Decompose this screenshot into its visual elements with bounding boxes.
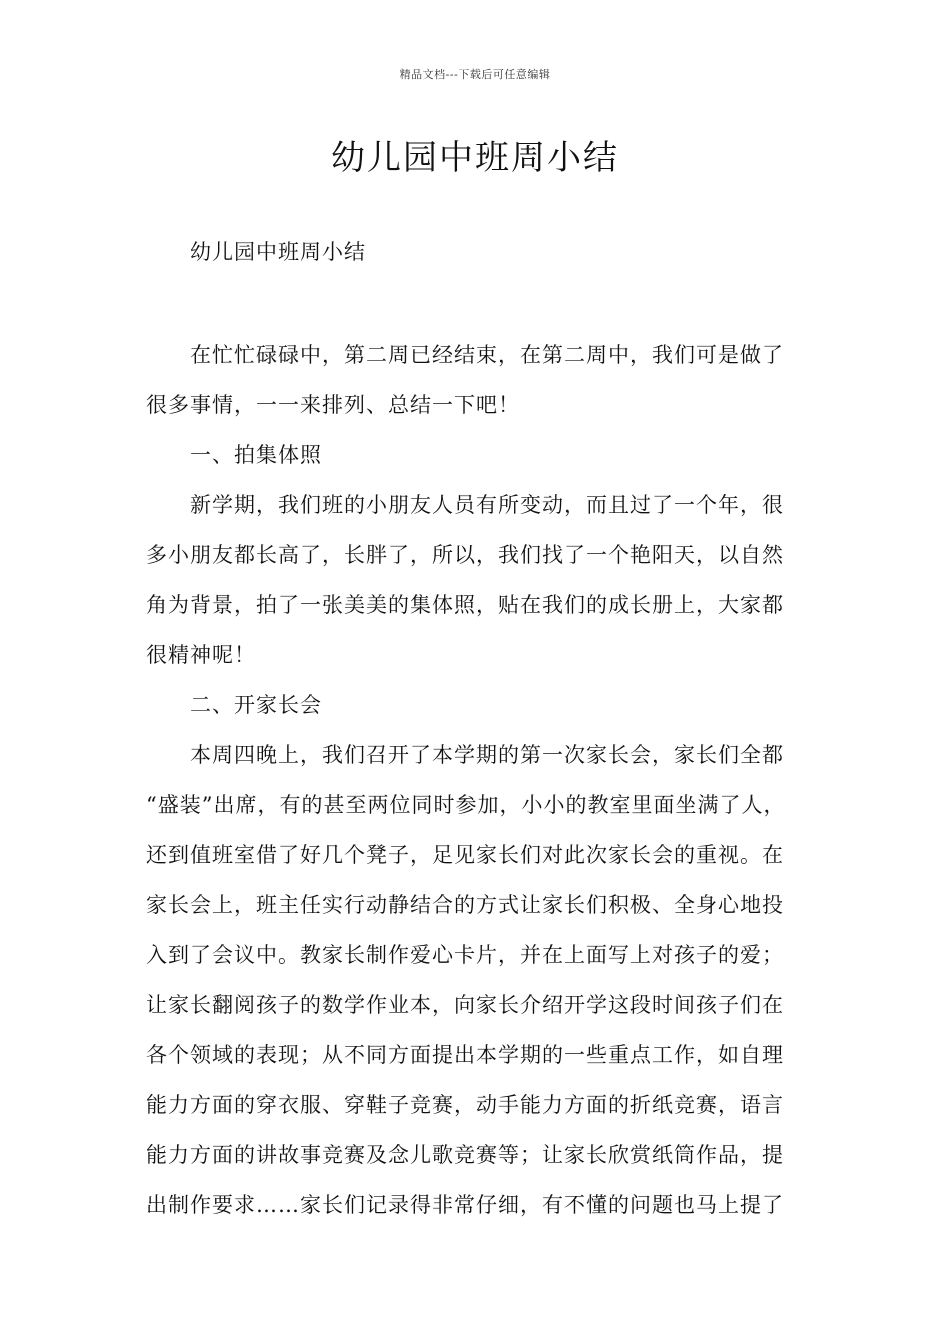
section-heading-meeting — [146, 680, 810, 730]
text-line: 多小朋友都长高了，长胖了，所以，我们找了一个艳阳天，以自然 — [146, 543, 784, 567]
text-line: 家长会上，班主任实行动静结合的方式让家长们积极、全身心地投 — [146, 893, 784, 917]
section-heading-photo — [146, 430, 810, 480]
text-line: 能力方面的穿衣服、穿鞋子竞赛，动手能力方面的折纸竞赛，语言 — [146, 1093, 784, 1117]
text-line: 很多事情，一一来排列、总结一下吧！ — [146, 393, 520, 417]
text-line: 让家长翻阅孩子的数学作业本，向家长介绍开学这段时间孩子们在 — [146, 993, 784, 1017]
text-line: 入到了会议中。教家长制作爱心卡片，并在上面写上对孩子的爱； — [146, 943, 784, 967]
text-line: 角为背景，拍了一张美美的集体照，贴在我们的成长册上，大家都 — [146, 593, 784, 617]
text-line: 出制作要求……家长们记录得非常仔细，有不懂的问题也马上提了 — [146, 1193, 784, 1217]
text-line: 二、开家长会 — [190, 693, 322, 717]
text-line: 本周四晚上，我们召开了本学期的第一次家长会，家长们全都 — [190, 743, 784, 767]
document-subtitle: 幼儿园中班周小结 — [190, 240, 366, 264]
paragraph-meeting — [146, 730, 810, 1230]
paragraph-photo — [146, 480, 810, 680]
text-line: 在忙忙碌碌中，第二周已经结束，在第二周中，我们可是做了 — [190, 343, 784, 367]
text-line: 能力方面的讲故事竞赛及念儿歌竞赛等；让家长欣赏纸筒作品，提 — [146, 1143, 784, 1167]
paragraph-intro — [146, 330, 810, 430]
text-line: 很精神呢！ — [146, 643, 256, 667]
document-body — [146, 330, 810, 1230]
text-line: 新学期，我们班的小朋友人员有所变动，而且过了一个年，很 — [190, 493, 784, 517]
document-title: 幼儿园中班周小结 — [331, 138, 619, 178]
text-line: “盛装”出席，有的甚至两位同时参加，小小的教室里面坐满了人， — [146, 793, 786, 817]
text-line: 还到值班室借了好几个凳子，足见家长们对此次家长会的重视。在 — [146, 843, 784, 867]
text-line: 一、拍集体照 — [190, 443, 322, 467]
text-line: 各个领域的表现；从不同方面提出本学期的一些重点工作，如自理 — [146, 1043, 784, 1067]
header-note: 精品文档---下载后可任意编辑 — [399, 68, 551, 81]
